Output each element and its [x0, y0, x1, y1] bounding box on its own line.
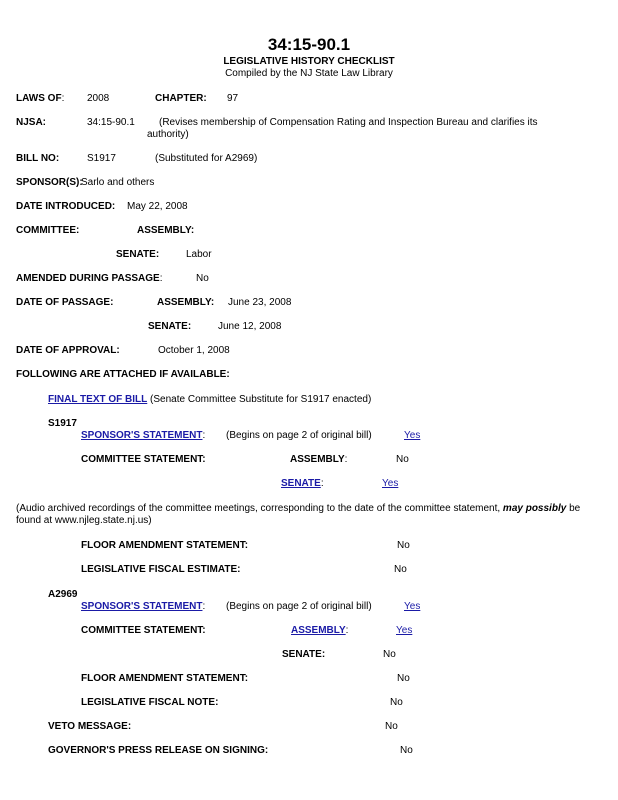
a2969-sponsor-statement-link[interactable]: SPONSOR'S STATEMENT: [81, 601, 203, 612]
s1917-committee-assembly: ASSEMBLY:: [290, 454, 348, 465]
bill-no-note: (Substituted for A2969): [155, 153, 258, 164]
s1917-committee-label: COMMITTEE STATEMENT:: [81, 454, 206, 465]
a2969-heading: A2969: [48, 589, 78, 600]
final-text-note: (Senate Committee Substitute for S1917 enacted): [150, 394, 372, 405]
s1917-committee-assembly-value: No: [396, 454, 409, 465]
njsa-label: NJSA:: [16, 117, 47, 128]
s1917-senate-link[interactable]: SENATE: [281, 478, 321, 489]
passage-senate-value: June 12, 2008: [218, 321, 282, 332]
passage-assembly-label: ASSEMBLY:: [157, 297, 215, 308]
date-of-passage-label: DATE OF PASSAGE:: [16, 297, 114, 308]
passage-assembly-value: June 23, 2008: [228, 297, 292, 308]
chapter-value: 97: [227, 93, 239, 104]
veto-message-label: VETO MESSAGE:: [48, 721, 132, 732]
committee-senate-label: SENATE:: [116, 249, 160, 260]
a2969-committee-senate-value: No: [383, 649, 396, 660]
press-release-label: GOVERNOR'S PRESS RELEASE ON SIGNING:: [48, 745, 269, 756]
a2969-committee-label: COMMITTEE STATEMENT:: [81, 625, 206, 636]
chapter-label: CHAPTER:: [155, 93, 207, 104]
document-number: 34:15-90.1: [267, 35, 351, 54]
s1917-fiscal-estimate-value: No: [394, 564, 407, 575]
date-of-approval-value: October 1, 2008: [158, 345, 230, 356]
a2969-sponsor-yes-link[interactable]: Yes: [404, 601, 421, 612]
a2969-floor-amendment-label: FLOOR AMENDMENT STATEMENT:: [81, 673, 249, 684]
a2969-sponsor-note: (Begins on page 2 of original bill): [226, 601, 372, 612]
sponsors-label: SPONSOR(S):: [16, 177, 83, 188]
s1917-sponsor-note: (Begins on page 2 of original bill): [226, 430, 372, 441]
amended-label: AMENDED DURING PASSAGE:: [16, 273, 163, 284]
a2969-assembly-link[interactable]: ASSEMBLY: [291, 625, 346, 636]
laws-of-value: 2008: [87, 93, 110, 104]
a2969-fiscal-note-label: LEGISLATIVE FISCAL NOTE:: [81, 697, 219, 708]
final-text-link[interactable]: FINAL TEXT OF BILL: [48, 394, 148, 405]
veto-message-value: No: [385, 721, 398, 732]
s1917-floor-amendment-label: FLOOR AMENDMENT STATEMENT:: [81, 540, 249, 551]
a2969-committee-assembly: ASSEMBLY:: [291, 625, 349, 636]
a2969-fiscal-note-value: No: [390, 697, 403, 708]
s1917-floor-amendment-value: No: [397, 540, 410, 551]
s1917-heading: S1917: [48, 418, 77, 429]
laws-of-label: LAWS OF:: [16, 93, 65, 104]
date-introduced-label: DATE INTRODUCED:: [16, 201, 116, 212]
s1917-sponsor-statement: SPONSOR'S STATEMENT:: [81, 430, 206, 441]
compiled-by: Compiled by the NJ State Law Library: [225, 68, 393, 79]
date-introduced-value: May 22, 2008: [127, 201, 188, 212]
committee-label: COMMITTEE:: [16, 225, 80, 236]
committee-senate-value: Labor: [186, 249, 212, 260]
s1917-sponsor-yes-link[interactable]: Yes: [404, 430, 421, 441]
committee-assembly-label: ASSEMBLY:: [137, 225, 195, 236]
a2969-committee-senate-label: SENATE:: [282, 649, 326, 660]
passage-senate-label: SENATE:: [148, 321, 192, 332]
date-of-approval-label: DATE OF APPROVAL:: [16, 345, 120, 356]
s1917-fiscal-estimate-label: LEGISLATIVE FISCAL ESTIMATE:: [81, 564, 241, 575]
press-release-value: No: [400, 745, 413, 756]
sponsors-value: Sarlo and others: [81, 177, 155, 188]
s1917-committee-senate: SENATE:: [281, 478, 324, 489]
bill-no-label: BILL NO:: [16, 153, 60, 164]
a2969-floor-amendment-value: No: [397, 673, 410, 684]
njsa-description: (Revises membership of Compensation Rating and Inspection Bureau and clarifies its authority): [147, 117, 538, 140]
a2969-assembly-yes-link[interactable]: Yes: [396, 625, 413, 636]
a2969-sponsor-statement: SPONSOR'S STATEMENT:: [81, 601, 206, 612]
amended-value: No: [196, 273, 209, 284]
bill-no-value: S1917: [87, 153, 116, 164]
njsa-value: 34:15-90.1: [87, 117, 135, 128]
document-title: LEGISLATIVE HISTORY CHECKLIST: [223, 56, 395, 67]
s1917-senate-yes-link[interactable]: Yes: [382, 478, 399, 489]
attached-heading: FOLLOWING ARE ATTACHED IF AVAILABLE:: [16, 369, 230, 380]
s1917-sponsor-statement-link[interactable]: SPONSOR'S STATEMENT: [81, 430, 203, 441]
audio-archive-note: (Audio archived recordings of the committee meetings, corresponding to the date of the committee statement, may possibly be found at www.njleg.state.nj.us): [16, 503, 581, 526]
final-text-row: [48, 394, 371, 406]
